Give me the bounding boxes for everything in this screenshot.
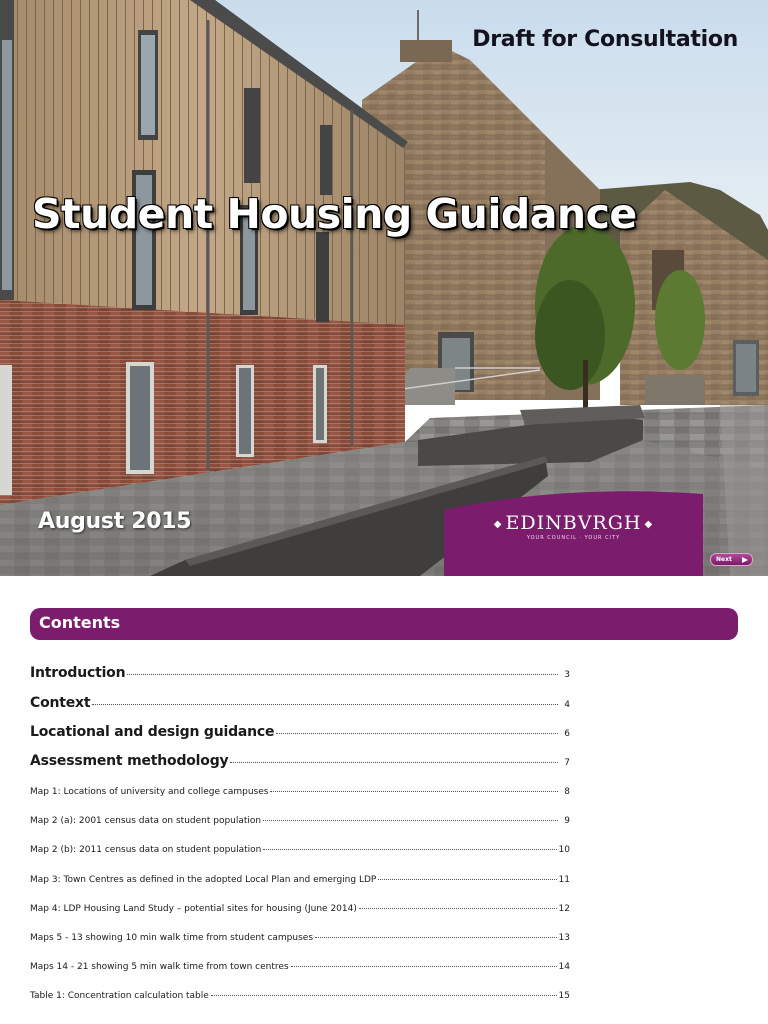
next-page-button[interactable] — [710, 553, 753, 566]
toc-dot-leader — [315, 937, 557, 938]
toc-dot-leader — [378, 879, 556, 880]
toc-dot-leader — [127, 674, 558, 675]
contents-heading: Contents — [39, 613, 121, 632]
contents-heading-bar — [30, 608, 738, 640]
toc-entry-title: Map 2 (a): 2001 census data on student population — [30, 816, 262, 826]
toc-entry-title: Context — [30, 695, 91, 711]
toc-dot-leader — [359, 908, 557, 909]
draft-status-label: Draft for Consultation — [472, 27, 738, 52]
toc-dot-leader — [276, 733, 558, 734]
toc-entry-context[interactable] — [30, 695, 570, 711]
toc-entry-introduction[interactable] — [30, 665, 570, 681]
toc-entry-title: Introduction — [30, 665, 126, 681]
toc-entry-title: Maps 5 - 13 showing 10 min walk time from student campuses — [30, 933, 314, 943]
toc-entry-title: Map 3: Town Centres as defined in the adopted Local Plan and emerging LDP — [30, 875, 377, 885]
toc-entry-title: Assessment methodology — [30, 753, 229, 769]
toc-entry-assessment-methodology[interactable] — [30, 753, 570, 769]
play-arrow-icon — [742, 557, 748, 563]
toc-entry-map-4[interactable] — [30, 904, 570, 914]
toc-dot-leader — [230, 762, 558, 763]
toc-dot-leader — [211, 995, 557, 996]
toc-entry-title: Map 4: LDP Housing Land Study – potential sites for housing (June 2014) — [30, 904, 357, 914]
council-logo-tagline: YOUR COUNCIL · YOUR CITY — [526, 535, 621, 541]
toc-entry-maps-14-21[interactable] — [30, 962, 570, 972]
toc-entry-locational-design[interactable] — [30, 724, 570, 740]
logo-dot-left-icon: ◆ — [493, 518, 503, 530]
toc-entry-page: 11 — [558, 875, 570, 885]
toc-entry-page: 15 — [558, 991, 570, 1001]
toc-entry-title: Locational and design guidance — [30, 724, 275, 740]
publication-date: August 2015 — [38, 509, 192, 534]
toc-entry-map-3[interactable] — [30, 875, 570, 885]
logo-dot-right-icon: ◆ — [644, 518, 654, 530]
toc-entry-page: 14 — [558, 962, 570, 972]
toc-dot-leader — [263, 820, 558, 821]
toc-entry-page: 10 — [558, 845, 570, 855]
toc-dot-leader — [92, 704, 558, 705]
toc-dot-leader — [270, 791, 558, 792]
toc-entry-page: 4 — [564, 700, 570, 710]
toc-dot-leader — [291, 966, 557, 967]
toc-dot-leader — [263, 849, 556, 850]
toc-entry-table-1[interactable] — [30, 991, 570, 1001]
toc-entry-maps-5-13[interactable] — [30, 933, 570, 943]
toc-entry-page: 6 — [564, 729, 570, 739]
toc-entry-page: 12 — [558, 904, 570, 914]
toc-entry-map-2a[interactable] — [30, 816, 570, 826]
document-title: Student Housing Guidance — [32, 190, 637, 238]
council-logo-name: EDINBVRGH — [505, 512, 642, 534]
toc-entry-title: Map 2 (b): 2011 census data on student population — [30, 845, 262, 855]
next-button-label: Next — [716, 556, 732, 563]
toc-entry-page: 9 — [564, 816, 570, 826]
toc-entry-title: Map 1: Locations of university and college campuses — [30, 787, 269, 797]
toc-entry-page: 7 — [564, 758, 570, 768]
council-logo-panel — [444, 490, 703, 576]
toc-entry-page: 3 — [564, 670, 570, 680]
toc-entry-title: Table 1: Concentration calculation table — [30, 991, 209, 1001]
toc-entry-title: Maps 14 - 21 showing 5 min walk time from town centres — [30, 962, 289, 972]
toc-entry-map-2b[interactable] — [30, 845, 570, 855]
toc-entry-map-1[interactable] — [30, 787, 570, 797]
toc-entry-page: 8 — [564, 787, 570, 797]
council-logo — [444, 512, 703, 534]
toc-entry-page: 13 — [558, 933, 570, 943]
